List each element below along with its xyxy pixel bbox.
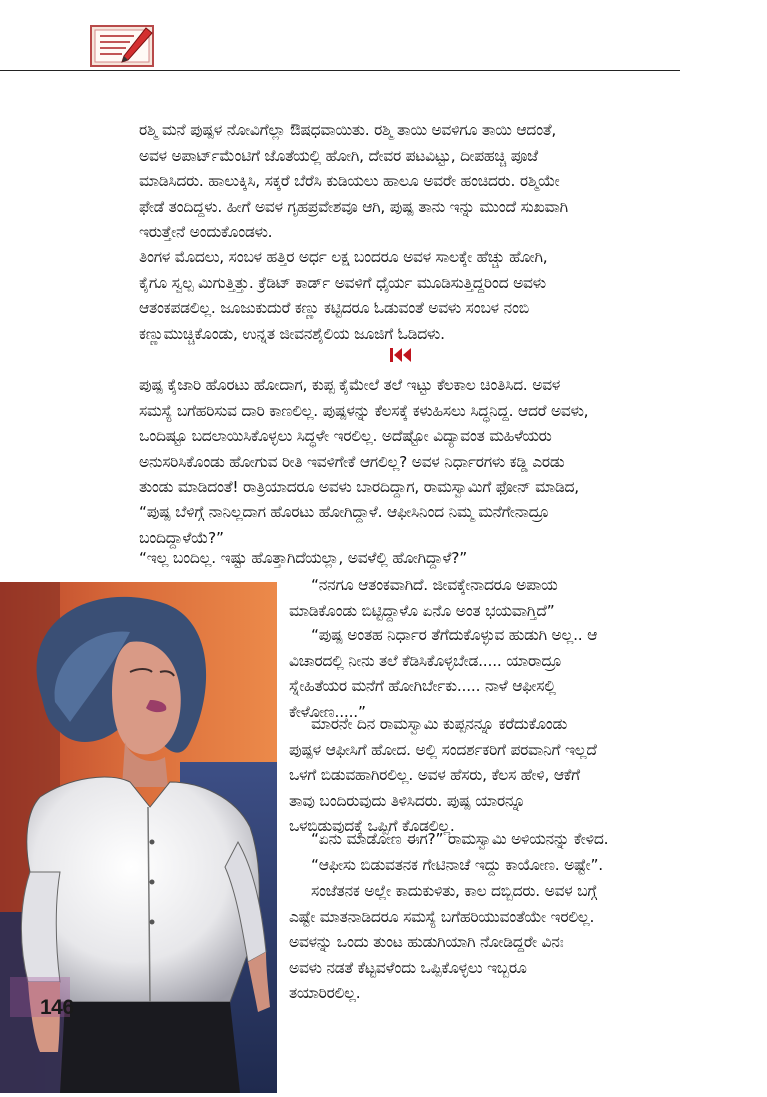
text-line: ಒಂದಿಷ್ಟೂ ಬದಲಾಯಿಸಿಕೊಳ್ಳಲು ಸಿದ್ಧಳೇ ಇರಲಿಲ್ಲ. ಅದೆಷ್ಟೋ ವಿದ್ಯಾವಂತ ಮಹಿಳೆಯರು <box>139 427 552 446</box>
text-line: ಅವಳು ನಡತೆ ಕೆಟ್ಟವಳೆಂದು ಒಪ್ಪಿಕೊಳ್ಳಲು ಇಬ್ಬರೂ <box>289 958 527 977</box>
text-line: “ಇಲ್ಲ ಬಂದಿಲ್ಲ. ಇಷ್ಟು ಹೊತ್ತಾಗಿದೆಯಲ್ಲಾ, ಅವಳೆಲ್ಲಿ ಹೋಗಿದ್ದಾಳೆ?” <box>139 549 467 567</box>
text-line: ತಯಾರಿರಲಿಲ್ಲ. <box>289 984 361 1003</box>
text-line: ವಿಚಾರದಲ್ಲಿ ನೀನು ತಲೆ ಕೆಡಿಸಿಕೊಳ್ಳಬೇಡ..... ಯಾರಾದ್ರೂ <box>289 651 562 670</box>
text-line: “ಪುಷ್ಪ ಅಂತಹ ನಿರ್ಧಾರ ತೆಗೆದುಕೊಳ್ಳುವ ಹುಡುಗಿ ಅಲ್ಲ.. ಆ <box>311 626 598 644</box>
text-line: ಸಂಜೆತನಕ ಅಲ್ಲೇ ಕಾದುಕುಳಿತು, ಕಾಲ ದಬ್ಬಿದರು. ಅವಳ ಬಗ್ಗೆ <box>311 882 597 900</box>
paragraph-11 <box>289 879 699 1007</box>
text-line: ಪುಷ್ಪಳ ಆಫೀಸಿಗೆ ಹೋದ. ಅಲ್ಲಿ ಸಂದರ್ಶಕರಿಗೆ ಪರವಾನಿಗೆ ಇಲ್ಲದೆ <box>289 740 597 759</box>
double-left-arrow-icon <box>388 347 414 363</box>
text-line: ಸಮಸ್ಯೆ ಬಗೆಹರಿಸುವ ದಾರಿ ಕಾಣಲಿಲ್ಲ. ಪುಷ್ಪಳನ್ನು ಕೆಲಸಕ್ಕೆ ಕಳುಹಿಸಲು ಸಿದ್ಧನಿದ್ದ. ಆದರೆ ಅವಳು, <box>139 401 589 420</box>
text-line: ಅನುಸರಿಸಿಕೊಂಡು ಹೋಗುವ ರೀತಿ ಇವಳಿಗೇಕೆ ಆಗಲಿಲ್ಲ? ಅವಳ ನಿರ್ಧಾರಗಳು ಕಡ್ಡಿ ಎರಡು <box>139 452 565 471</box>
text-line: ಕೈಗೂ ಸ್ವಲ್ಪ ಮಿಗುತ್ತಿತ್ತು. ಕ್ರೆಡಿಟ್ ಕಾರ್ಡ್ ಅವಳಿಗೆ ಧೈರ್ಯ ಮೂಡಿಸುತ್ತಿದ್ದರಿಂದ ಅವಳು <box>139 273 546 292</box>
text-line: “ನನಗೂ ಆತಂಕವಾಗಿದೆ. ಜೀವಕ್ಕೇನಾದರೂ ಅಪಾಯ <box>311 576 558 594</box>
paragraph-9 <box>289 827 699 853</box>
text-line: ಕಣ್ಣುಮುಚ್ಚಿಕೊಂಡು, ಉನ್ನತ ಜೀವನಶೈಲಿಯ ಜೂಜಿಗೆ ಓಡಿದಳು. <box>139 324 445 343</box>
text-line: ಒಳಗೆ ಬಿಡುವಹಾಗಿರಲಿಲ್ಲ. ಅವಳ ಹೆಸರು, ಕೆಲಸ ಹೇಳಿ, ಆಕೆಗೆ <box>289 766 580 785</box>
text-line: ಅವಳ ಅಪಾರ್ಟ್‌ಮೆಂಟಿಗೆ ಜೊತೆಯಲ್ಲಿ ಹೋಗಿ, ದೇವರ ಪಟವಿಟ್ಟು, ದೀಪಹಚ್ಚಿ ಪೂಜೆ <box>139 146 538 165</box>
paragraph-10 <box>289 853 699 879</box>
header-rule <box>0 70 680 71</box>
text-line: ಸ್ನೇಹಿತೆಯರ ಮನೆಗೆ ಹೋಗಿರ್ಬೇಕು..... ನಾಳೆ ಆಫೀಸಲ್ಲಿ <box>289 677 556 696</box>
text-line: ಕೇಳೋಣ.....” <box>289 702 366 721</box>
paragraph-4 <box>117 500 717 551</box>
text-line: ಫೇಡೆ ತಂದಿದ್ದಳು. ಹೀಗೆ ಅವಳ ಗೃಹಪ್ರವೇಶವೂ ಆಗಿ, ಪುಷ್ಪ ತಾನು ಇನ್ನು ಮುಂದೆ ಸುಖವಾಗಿ <box>139 197 568 216</box>
paragraph-5 <box>117 546 717 572</box>
notebook-with-pen-icon <box>88 22 158 70</box>
paragraph-8 <box>289 712 699 840</box>
text-line: ಬಂದಿದ್ದಾಳೆಯೆ?” <box>139 528 224 547</box>
paragraph-6 <box>289 573 699 624</box>
text-line: ಮಾಡಿಸಿದರು. ಹಾಲುಕ್ಕಿಸಿ, ಸಕ್ಕರೆ ಬೆರೆಸಿ ಕುಡಿಯಲು ಹಾಲೂ ಅವರೇ ಹಂಚಿದರು. ರಶ್ಮಿಯೇ <box>139 172 560 191</box>
paragraph-1 <box>117 118 717 246</box>
text-line: “ಪುಷ್ಪ ಬೆಳಿಗ್ಗೆ ನಾನಿಲ್ಲದಾಗ ಹೊರಟು ಹೋಗಿದ್ದಾಳೆ. ಆಫೀಸಿನಿಂದ ನಿಮ್ಮ ಮನೆಗೇನಾದ್ರೂ <box>139 503 549 521</box>
text-line: ಮಾಡಿಕೊಂಡು ಬಿಟ್ಟಿದ್ದಾಳೊ ಏನೊ ಅಂತ ಭಯವಾಗ್ತಿದೆ” <box>289 601 555 620</box>
paragraph-3 <box>117 373 717 501</box>
text-line: “ಆಫೀಸು ಬಿಡುವತನಕ ಗೇಟಿನಾಚೆ ಇದ್ದು ಕಾಯೋಣ. ಅಷ್ಟೇ”. <box>311 856 603 874</box>
text-line: ಆತಂಕಪಡಲಿಲ್ಲ. ಜೂಜುಕುದುರೆ ಕಣ್ಣು ಕಟ್ಟಿದರೂ ಓಡುವಂತೆ ಅವಳು ಸಂಬಳ ನಂಬಿ <box>139 299 529 318</box>
text-line: ಮಾರನೇ ದಿನ ರಾಮಸ್ವಾಮಿ ಕುಪ್ಪನನ್ನೂ ಕರೆದುಕೊಂಡು <box>311 715 568 733</box>
text-line: ಎಷ್ಟೇ ಮಾತನಾಡಿದರೂ ಸಮಸ್ಯೆ ಬಗೆಹರಿಯುವಂತೆಯೇ ಇರಲಿಲ್ಲ. <box>289 907 595 926</box>
text-line: ತುಂಡು ಮಾಡಿದಂತೆ! ರಾತ್ರಿಯಾದರೂ ಅವಳು ಬಾರದಿದ್ದಾಗ, ರಾಮಸ್ವಾಮಿಗೆ ಫೋನ್ ಮಾಡಿದ, <box>139 478 579 497</box>
text-line: ಪುಷ್ಪ ಕೈಜಾರಿ ಹೊರಟು ಹೋದಾಗ, ಕುಪ್ಪ ಕೈಮೇಲೆ ತಲೆ ಇಟ್ಟು ಕೆಲಕಾಲ ಚಿಂತಿಸಿದ. ಅವಳ <box>139 376 560 394</box>
text-line: ತಿಂಗಳ ಮೊದಲು, ಸಂಬಳ ಹತ್ತಿರ ಅರ್ಧ ಲಕ್ಷ ಬಂದರೂ ಅವಳ ಸಾಲಕ್ಕೇ ಹೆಚ್ಚು ಹೋಗಿ, <box>139 248 548 266</box>
text-line: “ಏನು ಮಾಡೋಣ ಈಗ?” ರಾಮಸ್ವಾಮಿ ಅಳಿಯನನ್ನು ಕೇಳಿದ. <box>311 830 609 848</box>
text-line: ರಶ್ಮಿ ಮನೆ ಪುಷ್ಪಳ ನೋವಿಗೆಲ್ಲಾ ಔಷಧವಾಯಿತು. ರಶ್ಮಿ ತಾಯಿ ಅವಳಿಗೂ ತಾಯಿ ಆದಂತೆ, <box>139 121 557 139</box>
page-number: 146 <box>40 996 74 1019</box>
text-line: ತಾವು ಬಂದಿರುವುದು ತಿಳಿಸಿದರು. ಪುಷ್ಪ ಯಾರನ್ನೂ <box>289 791 526 810</box>
paragraph-2 <box>117 245 717 347</box>
paragraph-7 <box>289 623 699 725</box>
text-line: ಒಳಬಿಡುವುದಕ್ಕೆ ಒಪ್ಪಿಗೆ ಕೊಡಲಿಲ್ಲ. <box>289 817 455 836</box>
text-line: ಅವಳನ್ನು ಒಂದು ತುಂಟ ಹುಡುಗಿಯಾಗಿ ನೋಡಿದ್ದರೇ ವಿನಃ <box>289 933 564 952</box>
text-line: ಇರುತ್ತೇನೆ ಅಂದುಕೊಂಡಳು. <box>139 223 273 242</box>
